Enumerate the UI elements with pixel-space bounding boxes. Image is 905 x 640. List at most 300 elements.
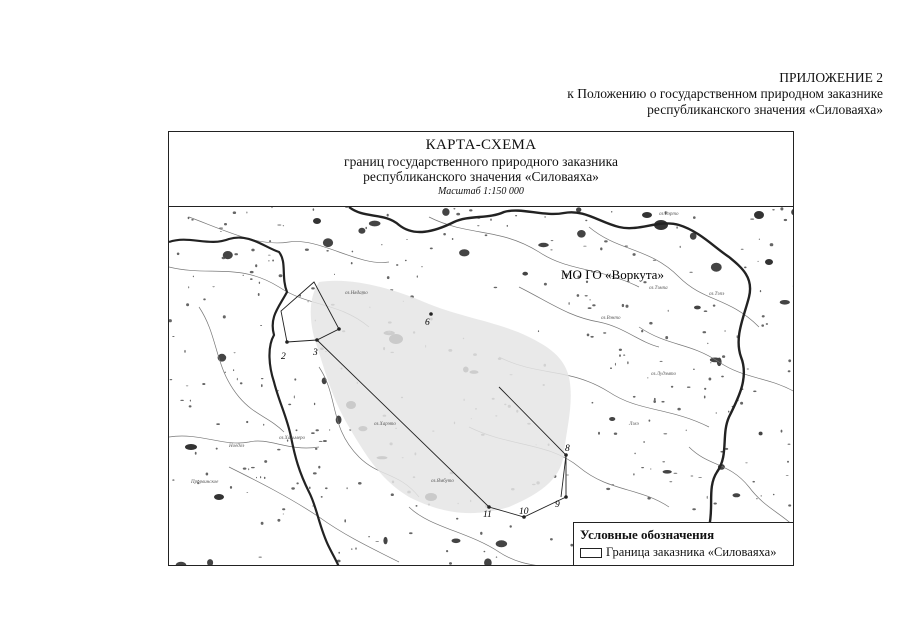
lake-mark — [234, 253, 238, 255]
lake-mark — [722, 355, 725, 358]
lake-mark — [260, 325, 262, 326]
lake-mark — [220, 231, 222, 232]
lake-mark — [351, 262, 353, 264]
legend — [573, 522, 794, 566]
lake-mark — [661, 401, 664, 403]
lake-mark — [268, 260, 270, 261]
lake-mark — [642, 212, 652, 218]
lake-mark — [259, 557, 262, 558]
lake-mark — [233, 211, 236, 214]
appendix-line-2: к Положению о государственном природном заказнике — [567, 86, 883, 101]
point-label-2: 2 — [281, 352, 286, 362]
lake-mark — [589, 299, 591, 300]
map-small-label: оз.Вэнто — [601, 316, 621, 321]
lake-mark — [641, 330, 643, 333]
vertex — [337, 327, 341, 331]
lake-mark — [443, 233, 446, 235]
lake-mark — [660, 361, 663, 362]
lake-mark — [665, 336, 668, 339]
lake-mark — [344, 519, 346, 522]
lake-mark — [296, 429, 298, 431]
lake-mark — [315, 448, 318, 450]
lake-mark — [272, 260, 274, 262]
lake-mark — [623, 355, 625, 356]
lake-mark — [609, 417, 615, 421]
lake-mark — [610, 367, 612, 369]
lake-mark — [485, 234, 488, 236]
lake-mark — [261, 384, 263, 387]
lake-mark — [766, 323, 768, 325]
lake-mark — [649, 322, 652, 325]
lake-mark — [308, 301, 309, 302]
vertex — [564, 495, 568, 499]
lake-mark — [230, 486, 232, 489]
lake-mark — [452, 238, 454, 240]
lake-mark — [325, 487, 328, 489]
lake-mark — [761, 495, 762, 496]
lake-mark — [264, 460, 267, 463]
lake-mark — [352, 251, 354, 253]
lake-mark — [195, 452, 197, 455]
lake-mark — [409, 532, 413, 534]
lake-mark — [469, 209, 472, 211]
lake-mark — [216, 448, 218, 450]
lake-mark — [551, 240, 554, 241]
lake-mark — [550, 538, 553, 540]
lake-mark — [633, 473, 634, 475]
lake-mark — [592, 304, 595, 306]
lake-mark — [780, 207, 783, 210]
lake-mark — [190, 400, 191, 402]
vertex — [487, 505, 491, 509]
point-label-9: 9 — [555, 500, 560, 510]
lake-mark — [294, 395, 295, 398]
lake-mark — [622, 304, 624, 307]
lake-mark — [283, 225, 284, 226]
map-small-label: Ноедоэ — [229, 444, 245, 449]
lake-mark — [311, 287, 315, 289]
lake-mark — [212, 286, 215, 287]
lake-mark — [694, 306, 701, 310]
lake-mark — [615, 363, 616, 366]
lake-mark — [633, 253, 636, 256]
lake-mark — [288, 404, 291, 406]
lake-mark — [294, 378, 296, 380]
vertex — [285, 340, 289, 344]
lake-mark — [590, 336, 593, 338]
lake-mark — [323, 238, 333, 247]
lake-mark — [643, 441, 645, 443]
lake-mark — [261, 378, 264, 379]
lake-mark — [355, 547, 356, 549]
lake-mark — [754, 211, 764, 219]
lake-mark — [240, 382, 243, 384]
lake-mark — [223, 251, 233, 259]
lake-mark — [237, 378, 238, 381]
lake-mark — [788, 504, 791, 506]
lake-mark — [406, 239, 408, 240]
lake-mark — [662, 461, 665, 462]
map-small-label: Лэхэ — [629, 422, 639, 427]
lake-mark — [169, 319, 172, 322]
map-small-label: оз.Нядато — [345, 291, 368, 296]
lake-mark — [710, 362, 711, 363]
lake-mark — [250, 278, 253, 280]
lake-mark — [522, 272, 528, 276]
lake-mark — [446, 550, 448, 552]
appendix-line-3: республиканского значения «Силоваяха» — [647, 102, 883, 117]
lake-mark — [693, 369, 695, 370]
lake-mark — [691, 476, 694, 477]
lake-mark — [598, 432, 600, 435]
lake-mark — [772, 209, 775, 210]
legend-swatch-boundary — [580, 548, 602, 558]
lake-mark — [756, 498, 758, 499]
lake-mark — [185, 444, 197, 450]
lake-mark — [577, 230, 586, 238]
lake-mark — [176, 562, 186, 566]
map-title-box — [169, 132, 793, 207]
lake-mark — [711, 263, 722, 272]
lake-mark — [747, 369, 749, 370]
lake-mark — [627, 361, 628, 364]
lake-mark — [193, 276, 194, 278]
lake-mark — [550, 249, 552, 250]
lake-mark — [647, 377, 648, 378]
point-label-10: 10 — [519, 507, 529, 517]
lake-mark — [405, 260, 407, 261]
map-small-label: оз.Ямбуто — [431, 479, 454, 484]
lake-mark — [770, 243, 774, 246]
lake-mark — [490, 219, 492, 221]
lake-mark — [206, 473, 209, 476]
lake-mark — [707, 343, 708, 344]
lake-mark — [369, 221, 381, 227]
lake-mark — [544, 216, 545, 217]
lake-mark — [704, 388, 706, 390]
lake-mark — [788, 370, 791, 372]
lake-mark — [603, 332, 606, 333]
lake-mark — [233, 369, 234, 371]
lake-mark — [269, 240, 271, 242]
lake-mark — [704, 396, 706, 399]
lake-mark — [510, 525, 512, 527]
lake-mark — [569, 302, 570, 305]
lake-mark — [319, 441, 323, 442]
lake-mark — [318, 466, 320, 469]
lake-mark — [277, 449, 280, 451]
lake-mark — [250, 271, 254, 273]
lake-mark — [793, 285, 794, 288]
lake-mark — [611, 211, 612, 213]
lake-mark — [787, 461, 789, 463]
legend-title: Условные обозначения — [580, 527, 715, 542]
river — [689, 447, 794, 527]
lake-mark — [477, 225, 479, 226]
lake-mark — [626, 305, 629, 308]
lake-mark — [216, 423, 220, 425]
lake-mark — [202, 383, 205, 385]
lake-mark — [786, 475, 789, 476]
lake-mark — [507, 225, 508, 227]
lake-mark — [449, 562, 452, 565]
lake-mark — [716, 412, 717, 414]
lake-mark — [421, 266, 423, 267]
lake-mark — [606, 488, 610, 490]
lake-mark — [757, 261, 759, 262]
lake-mark — [172, 336, 174, 337]
lake-mark — [180, 400, 184, 401]
lake-mark — [494, 287, 498, 288]
lake-mark — [358, 482, 362, 485]
lake-mark — [442, 208, 449, 216]
lake-mark — [268, 255, 271, 256]
lake-mark — [663, 433, 667, 434]
lake-mark — [391, 493, 394, 496]
lake-mark — [430, 248, 433, 250]
lake-mark — [663, 470, 672, 474]
lake-mark — [780, 300, 790, 305]
lake-mark — [745, 463, 748, 464]
lake-mark — [309, 487, 311, 490]
lake-mark — [224, 223, 227, 225]
lake-mark — [177, 253, 180, 256]
point-label-6: 6 — [425, 318, 430, 328]
lake-mark — [698, 477, 702, 478]
lake-mark — [592, 402, 594, 404]
lake-mark — [312, 506, 313, 507]
lake-mark — [243, 468, 247, 470]
lake-mark — [207, 559, 213, 566]
lake-mark — [347, 487, 348, 489]
lake-mark — [587, 334, 590, 337]
lake-mark — [740, 402, 743, 405]
lake-mark — [358, 228, 365, 234]
lake-mark — [788, 359, 791, 362]
lake-mark — [326, 250, 329, 252]
lake-mark — [585, 295, 588, 296]
lake-mark — [788, 444, 791, 445]
lake-mark — [773, 494, 775, 496]
lake-mark — [762, 315, 765, 317]
lake-mark — [604, 240, 608, 242]
lake-mark — [600, 247, 602, 250]
lake-mark — [452, 539, 461, 544]
lake-mark — [649, 420, 651, 422]
lake-mark — [707, 496, 708, 499]
lake-mark — [261, 522, 264, 525]
lake-mark — [264, 477, 266, 479]
lake-mark — [351, 548, 352, 550]
lake-mark — [744, 267, 747, 269]
lake-mark — [416, 505, 418, 507]
lake-mark — [619, 354, 621, 357]
lake-mark — [668, 310, 669, 312]
map-small-label: оз.Тэмпа — [649, 286, 668, 291]
lake-mark — [693, 216, 696, 219]
lake-mark — [383, 537, 387, 544]
lake-mark — [246, 212, 247, 214]
lake-mark — [271, 207, 272, 208]
lake-mark — [750, 219, 754, 220]
lake-mark — [753, 391, 756, 393]
map-scale: Масштаб 1:150 000 — [438, 186, 524, 197]
lake-mark — [283, 514, 284, 515]
lake-mark — [345, 207, 348, 208]
lake-mark — [375, 541, 379, 542]
lake-mark — [456, 213, 460, 216]
lake-mark — [692, 508, 696, 510]
lake-mark — [186, 303, 189, 306]
map-small-label: Прорвинское — [191, 480, 219, 485]
map-small-label: оз.Лудэмто — [651, 372, 677, 377]
lake-mark — [223, 315, 226, 318]
lake-mark — [191, 219, 194, 221]
vertex — [429, 312, 433, 316]
lake-mark — [251, 249, 254, 252]
lake-mark — [296, 482, 298, 484]
lake-mark — [641, 467, 644, 468]
lake-mark — [588, 307, 592, 309]
map-frame — [168, 131, 794, 566]
lake-mark — [733, 493, 741, 497]
lake-mark — [170, 379, 173, 380]
legend-item-label: Граница заказника «Силоваяха» — [606, 545, 777, 559]
lake-mark — [714, 503, 717, 505]
lake-mark — [334, 274, 335, 275]
vertex — [315, 338, 319, 342]
lake-mark — [650, 468, 651, 469]
lake-mark — [583, 246, 587, 247]
river — [229, 467, 399, 562]
lake-mark — [396, 264, 398, 266]
river — [519, 287, 659, 347]
lake-mark — [484, 551, 486, 553]
lake-mark — [585, 220, 587, 221]
west-river — [169, 238, 339, 566]
lake-mark — [214, 494, 224, 500]
map-title-line-2: границ государственного природного заказника — [344, 154, 618, 169]
lake-mark — [634, 453, 635, 455]
lake-mark — [761, 324, 764, 326]
lake-mark — [251, 467, 255, 468]
lake-mark — [614, 433, 617, 435]
lake-mark — [225, 372, 226, 374]
lake-mark — [243, 275, 244, 276]
lake-mark — [724, 331, 726, 332]
lake-mark — [687, 387, 691, 388]
lake-mark — [246, 421, 248, 423]
lake-mark — [323, 440, 327, 442]
lake-mark — [674, 473, 678, 474]
lake-mark — [759, 432, 763, 436]
lake-mark — [669, 481, 672, 482]
lake-mark — [686, 430, 687, 432]
lake-mark — [515, 215, 517, 216]
lake-mark — [282, 508, 285, 510]
lake-mark — [713, 305, 716, 307]
municipality-label: МО ГО «Воркута» — [561, 267, 664, 282]
map-small-label: оз.Вэрто — [659, 212, 679, 217]
lake-mark — [311, 432, 315, 434]
lake-mark — [480, 532, 482, 535]
lake-mark — [752, 481, 755, 483]
lake-mark — [680, 246, 681, 248]
lake-mark — [538, 330, 539, 332]
lake-mark — [671, 386, 673, 388]
lake-mark — [791, 209, 794, 215]
point-label-3: 3 — [313, 348, 318, 358]
lake-mark — [322, 378, 327, 385]
lake-mark — [314, 403, 315, 406]
lake-mark — [538, 243, 549, 247]
lake-mark — [721, 376, 724, 378]
lake-mark — [619, 349, 622, 351]
lake-mark — [653, 400, 656, 403]
point-label-11: 11 — [483, 510, 492, 520]
lake-mark — [453, 208, 455, 209]
appendix-line-1: ПРИЛОЖЕНИЕ 2 — [779, 70, 883, 85]
lake-mark — [459, 249, 469, 256]
lake-mark — [188, 286, 189, 288]
lake-mark — [676, 226, 677, 228]
lake-mark — [259, 282, 260, 284]
lake-mark — [760, 290, 761, 292]
lake-mark — [260, 476, 261, 478]
lake-mark — [496, 540, 507, 547]
lake-mark — [255, 264, 257, 267]
lake-mark — [759, 239, 760, 240]
lake-mark — [544, 283, 547, 286]
lake-mark — [456, 518, 458, 520]
lake-mark — [784, 219, 787, 221]
lake-mark — [781, 430, 783, 433]
lake-mark — [329, 429, 330, 430]
lake-mark — [387, 214, 389, 217]
lake-mark — [258, 293, 260, 296]
point-label-8: 8 — [565, 444, 570, 454]
lake-mark — [316, 429, 319, 431]
lake-mark — [338, 552, 340, 554]
lake-mark — [677, 408, 680, 411]
lake-mark — [577, 294, 580, 297]
lake-mark — [277, 225, 281, 226]
river — [189, 217, 389, 263]
lake-mark — [279, 274, 283, 277]
lake-mark — [728, 411, 729, 413]
lake-mark — [234, 352, 236, 353]
map-small-label: оз.Тэпэ — [709, 292, 725, 297]
legend-item-boundary — [580, 545, 776, 560]
lake-mark — [313, 208, 315, 211]
lake-mark — [387, 276, 390, 279]
lake-mark — [368, 536, 370, 537]
lake-mark — [484, 558, 492, 566]
lake-mark — [741, 249, 744, 250]
lake-mark — [703, 331, 707, 333]
lake-mark — [305, 249, 309, 251]
map-title-heading: КАРТА-СХЕМА — [425, 137, 537, 153]
lake-mark — [709, 378, 712, 381]
lake-mark — [313, 218, 321, 224]
map-title-line-3: республиканского значения «Силоваяха» — [363, 169, 599, 184]
lake-mark — [291, 487, 295, 489]
lake-mark — [365, 227, 367, 229]
lake-mark — [704, 310, 708, 312]
map-small-label: оз.Хальмеро — [279, 436, 306, 441]
lake-mark — [496, 557, 497, 558]
lake-mark — [248, 468, 249, 470]
